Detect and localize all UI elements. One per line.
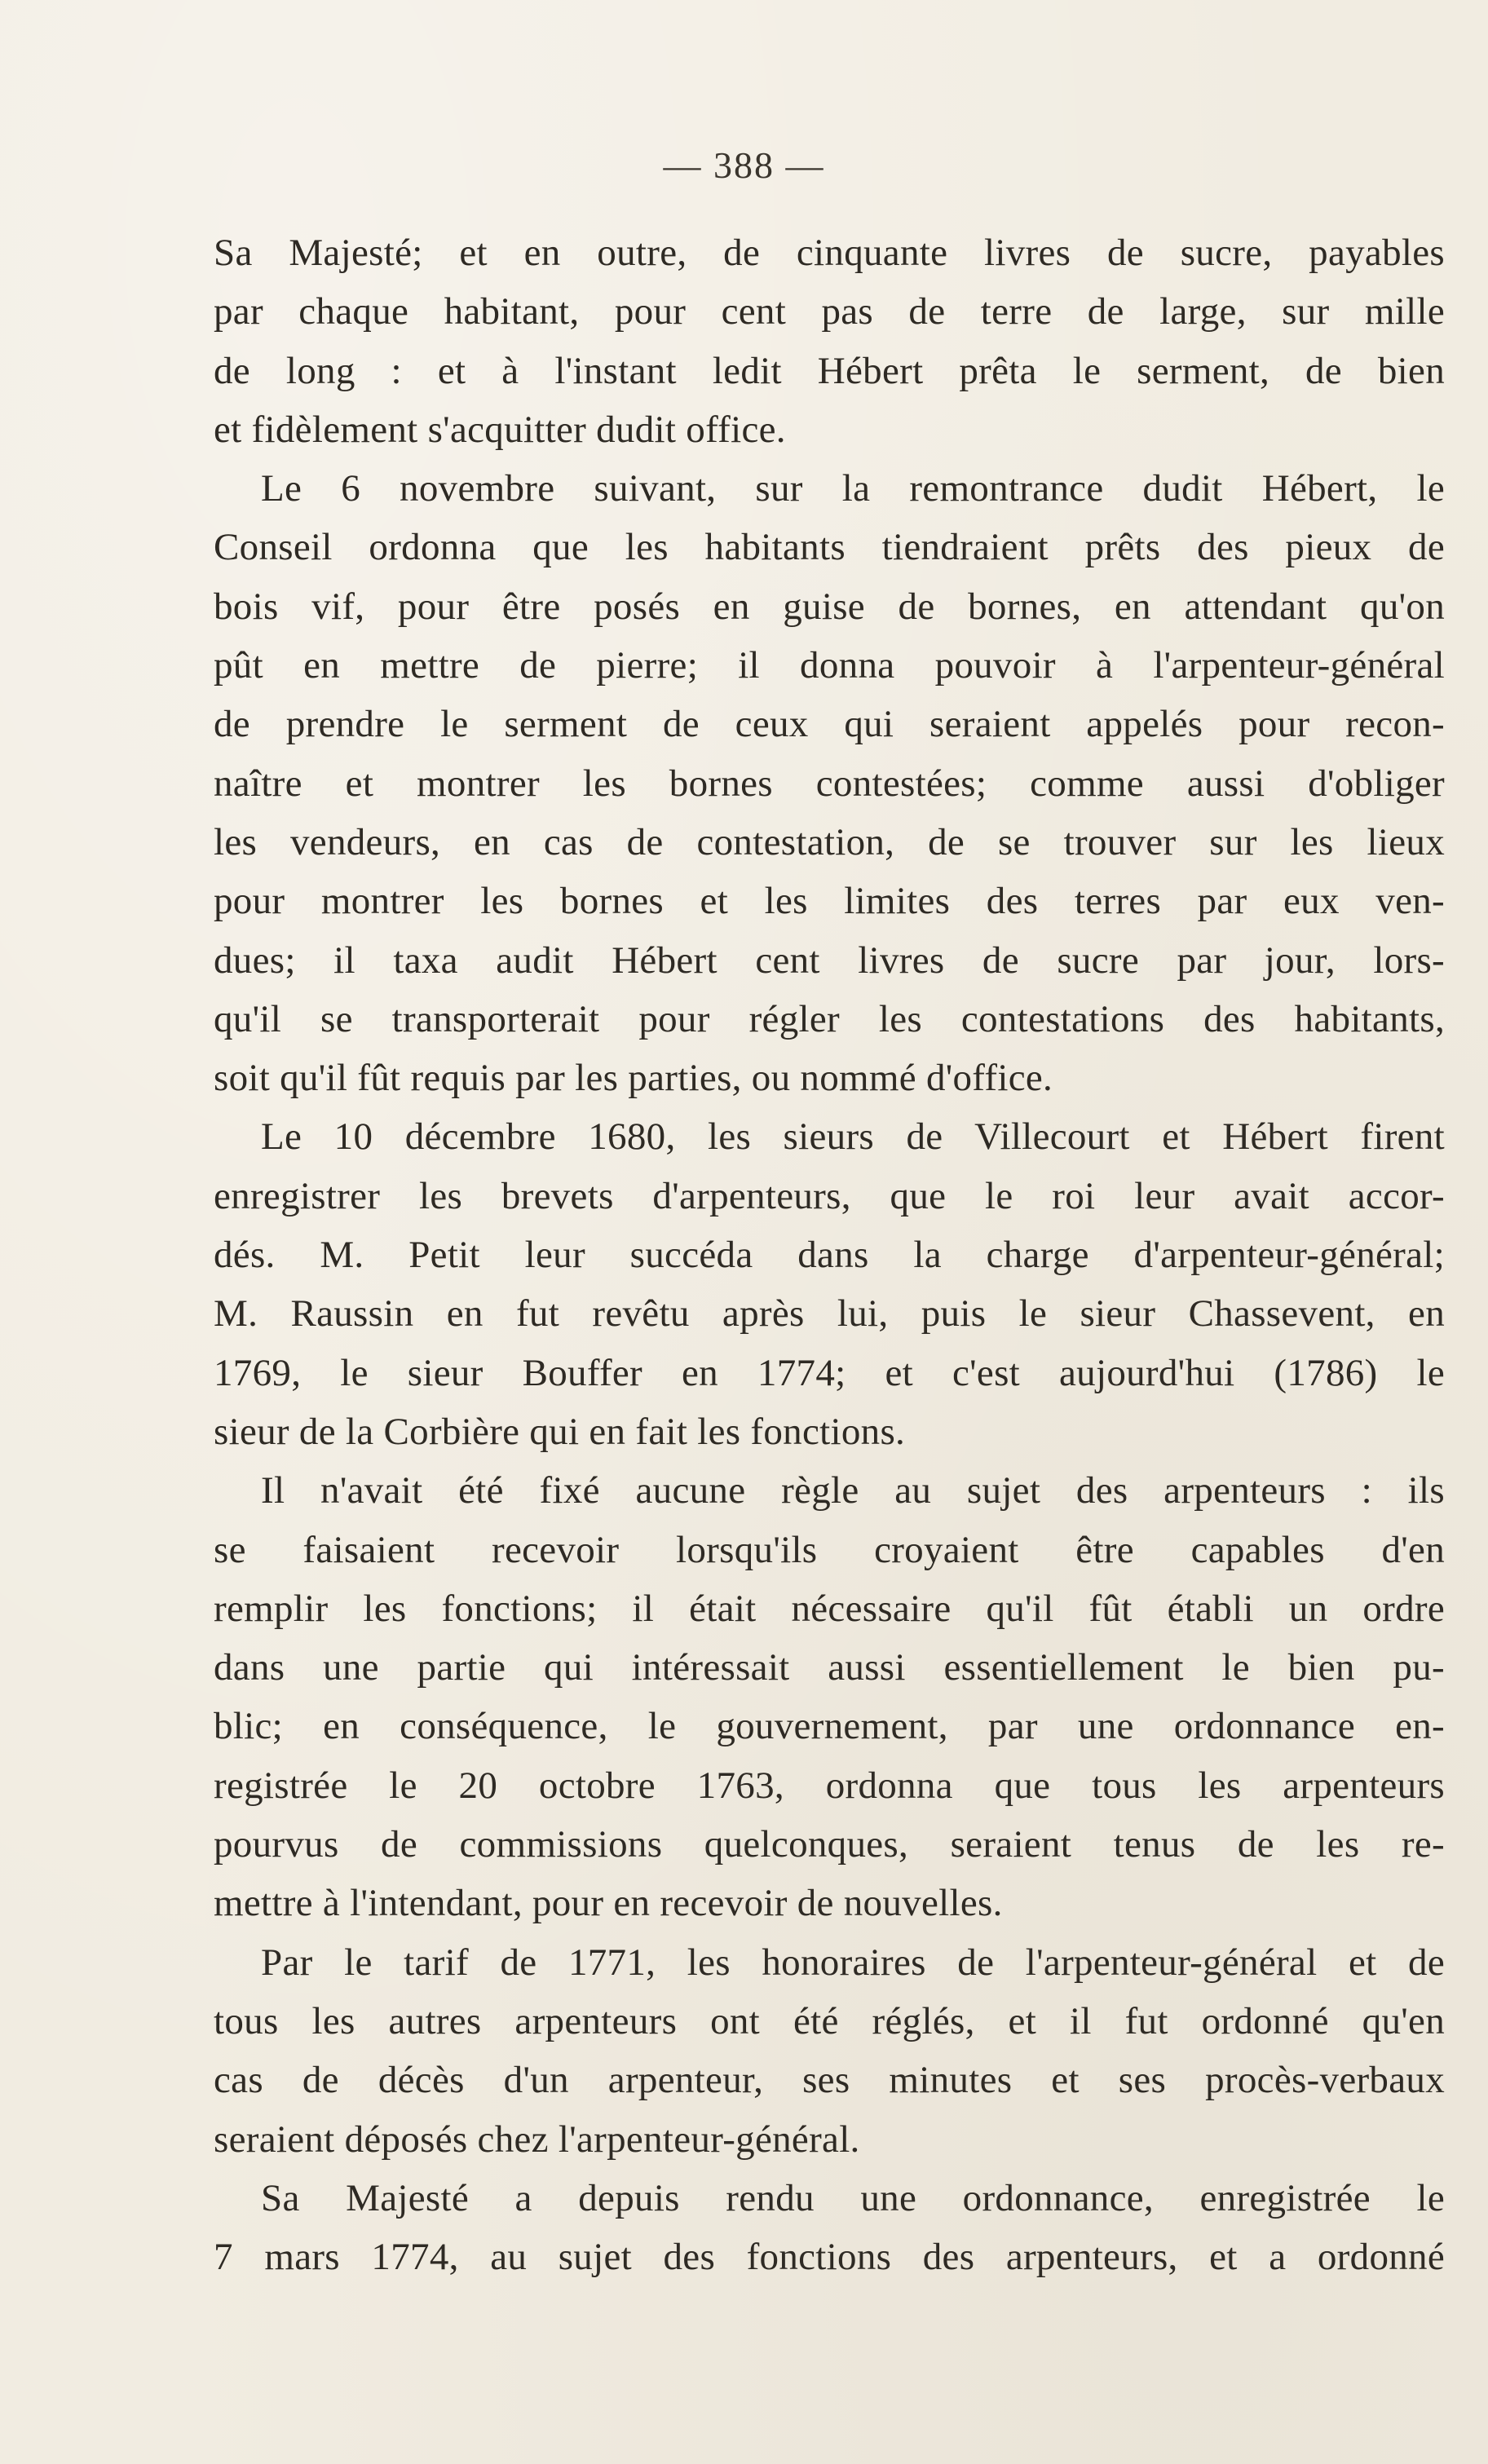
text-line: M. Raussin en fut revêtu après lui, puis le sieur Chassevent, en [214, 1292, 1445, 1336]
text-line: qu'il se transporterait pour régler les contestations des habitants, [214, 997, 1445, 1040]
text-line: Le 6 novembre suivant, sur la remontrance dudit Hébert, le [261, 467, 1445, 510]
text-line: dans une partie qui intéressait aussi essentiellement le bien pu- [214, 1646, 1445, 1689]
text-line: Sa Majesté a depuis rendu une ordonnance, enregistrée le [261, 2176, 1445, 2219]
text-line: de prendre le serment de ceux qui seraient appelés pour recon- [214, 703, 1445, 746]
text-line: et fidèlement s'acquitter dudit office. [214, 408, 786, 451]
body-text [214, 223, 1445, 2286]
text-line: 7 mars 1774, au sujet des fonctions des arpenteurs, et a ordonné [214, 2236, 1445, 2279]
text-line: dés. M. Petit leur succéda dans la charge d'arpenteur-général; [214, 1234, 1445, 1277]
text-line: seraient déposés chez l'arpenteur-général. [214, 2117, 860, 2161]
text-line: registrée le 20 octobre 1763, ordonna que tous les arpenteurs [214, 1764, 1445, 1807]
text-line: dues; il taxa audit Hébert cent livres de sucre par jour, lors- [214, 938, 1445, 982]
text-line: Sa Majesté; et en outre, de cinquante livres de sucre, payables [214, 232, 1445, 274]
text-line: pût en mettre de pierre; il donna pouvoir à l'arpenteur-général [214, 644, 1445, 687]
text-line: cas de décès d'un arpenteur, ses minutes et ses procès-verbaux [214, 2059, 1445, 2102]
text-line: mettre à l'intendant, pour en recevoir de nouvelles. [214, 1882, 1003, 1925]
text-line: Conseil ordonna que les habitants tiendraient prêts des pieux de [214, 526, 1445, 569]
text-line: par chaque habitant, pour cent pas de terre de large, sur mille [214, 290, 1445, 333]
text-line: remplir les fonctions; il était nécessaire qu'il fût établi un ordre [214, 1587, 1445, 1630]
text-line: se faisaient recevoir lorsqu'ils croyaient être capables d'en [214, 1528, 1445, 1571]
text-line: enregistrer les brevets d'arpenteurs, que le roi leur avait accor- [214, 1174, 1445, 1217]
text-line: 1769, le sieur Bouffer en 1774; et c'est aujourd'hui (1786) le [214, 1351, 1445, 1394]
text-line: Il n'avait été fixé aucune règle au sujet des arpenteurs : ils [261, 1469, 1445, 1512]
text-line: naître et montrer les bornes contestées; comme aussi d'obliger [214, 762, 1445, 805]
text-line: Par le tarif de 1771, les honoraires de l'arpenteur-général et de [261, 1941, 1445, 1984]
text-line: sieur de la Corbière qui en fait les fonctions. [214, 1410, 906, 1453]
text-line: pour montrer les bornes et les limites des terres par eux ven- [214, 880, 1445, 923]
text-line: soit qu'il fût requis par les parties, ou nommé d'office. [214, 1057, 1053, 1100]
text-line: blic; en conséquence, le gouvernement, par une ordonnance en- [214, 1705, 1445, 1748]
text-line: de long : et à l'instant ledit Hébert prêta le serment, de bien [214, 349, 1445, 392]
text-line: bois vif, pour être posés en guise de bornes, en attendant qu'on [214, 585, 1445, 628]
text-line: Le 10 décembre 1680, les sieurs de Villecourt et Hébert firent [261, 1115, 1445, 1159]
text-line: les vendeurs, en cas de contestation, de se trouver sur les lieux [214, 820, 1445, 863]
text-line: pourvus de commissions quelconques, seraient tenus de les re- [214, 1823, 1445, 1866]
text-line: tous les autres arpenteurs ont été réglés, et il fut ordonné qu'en [214, 1999, 1445, 2042]
page-number: — 388 — [663, 144, 825, 186]
